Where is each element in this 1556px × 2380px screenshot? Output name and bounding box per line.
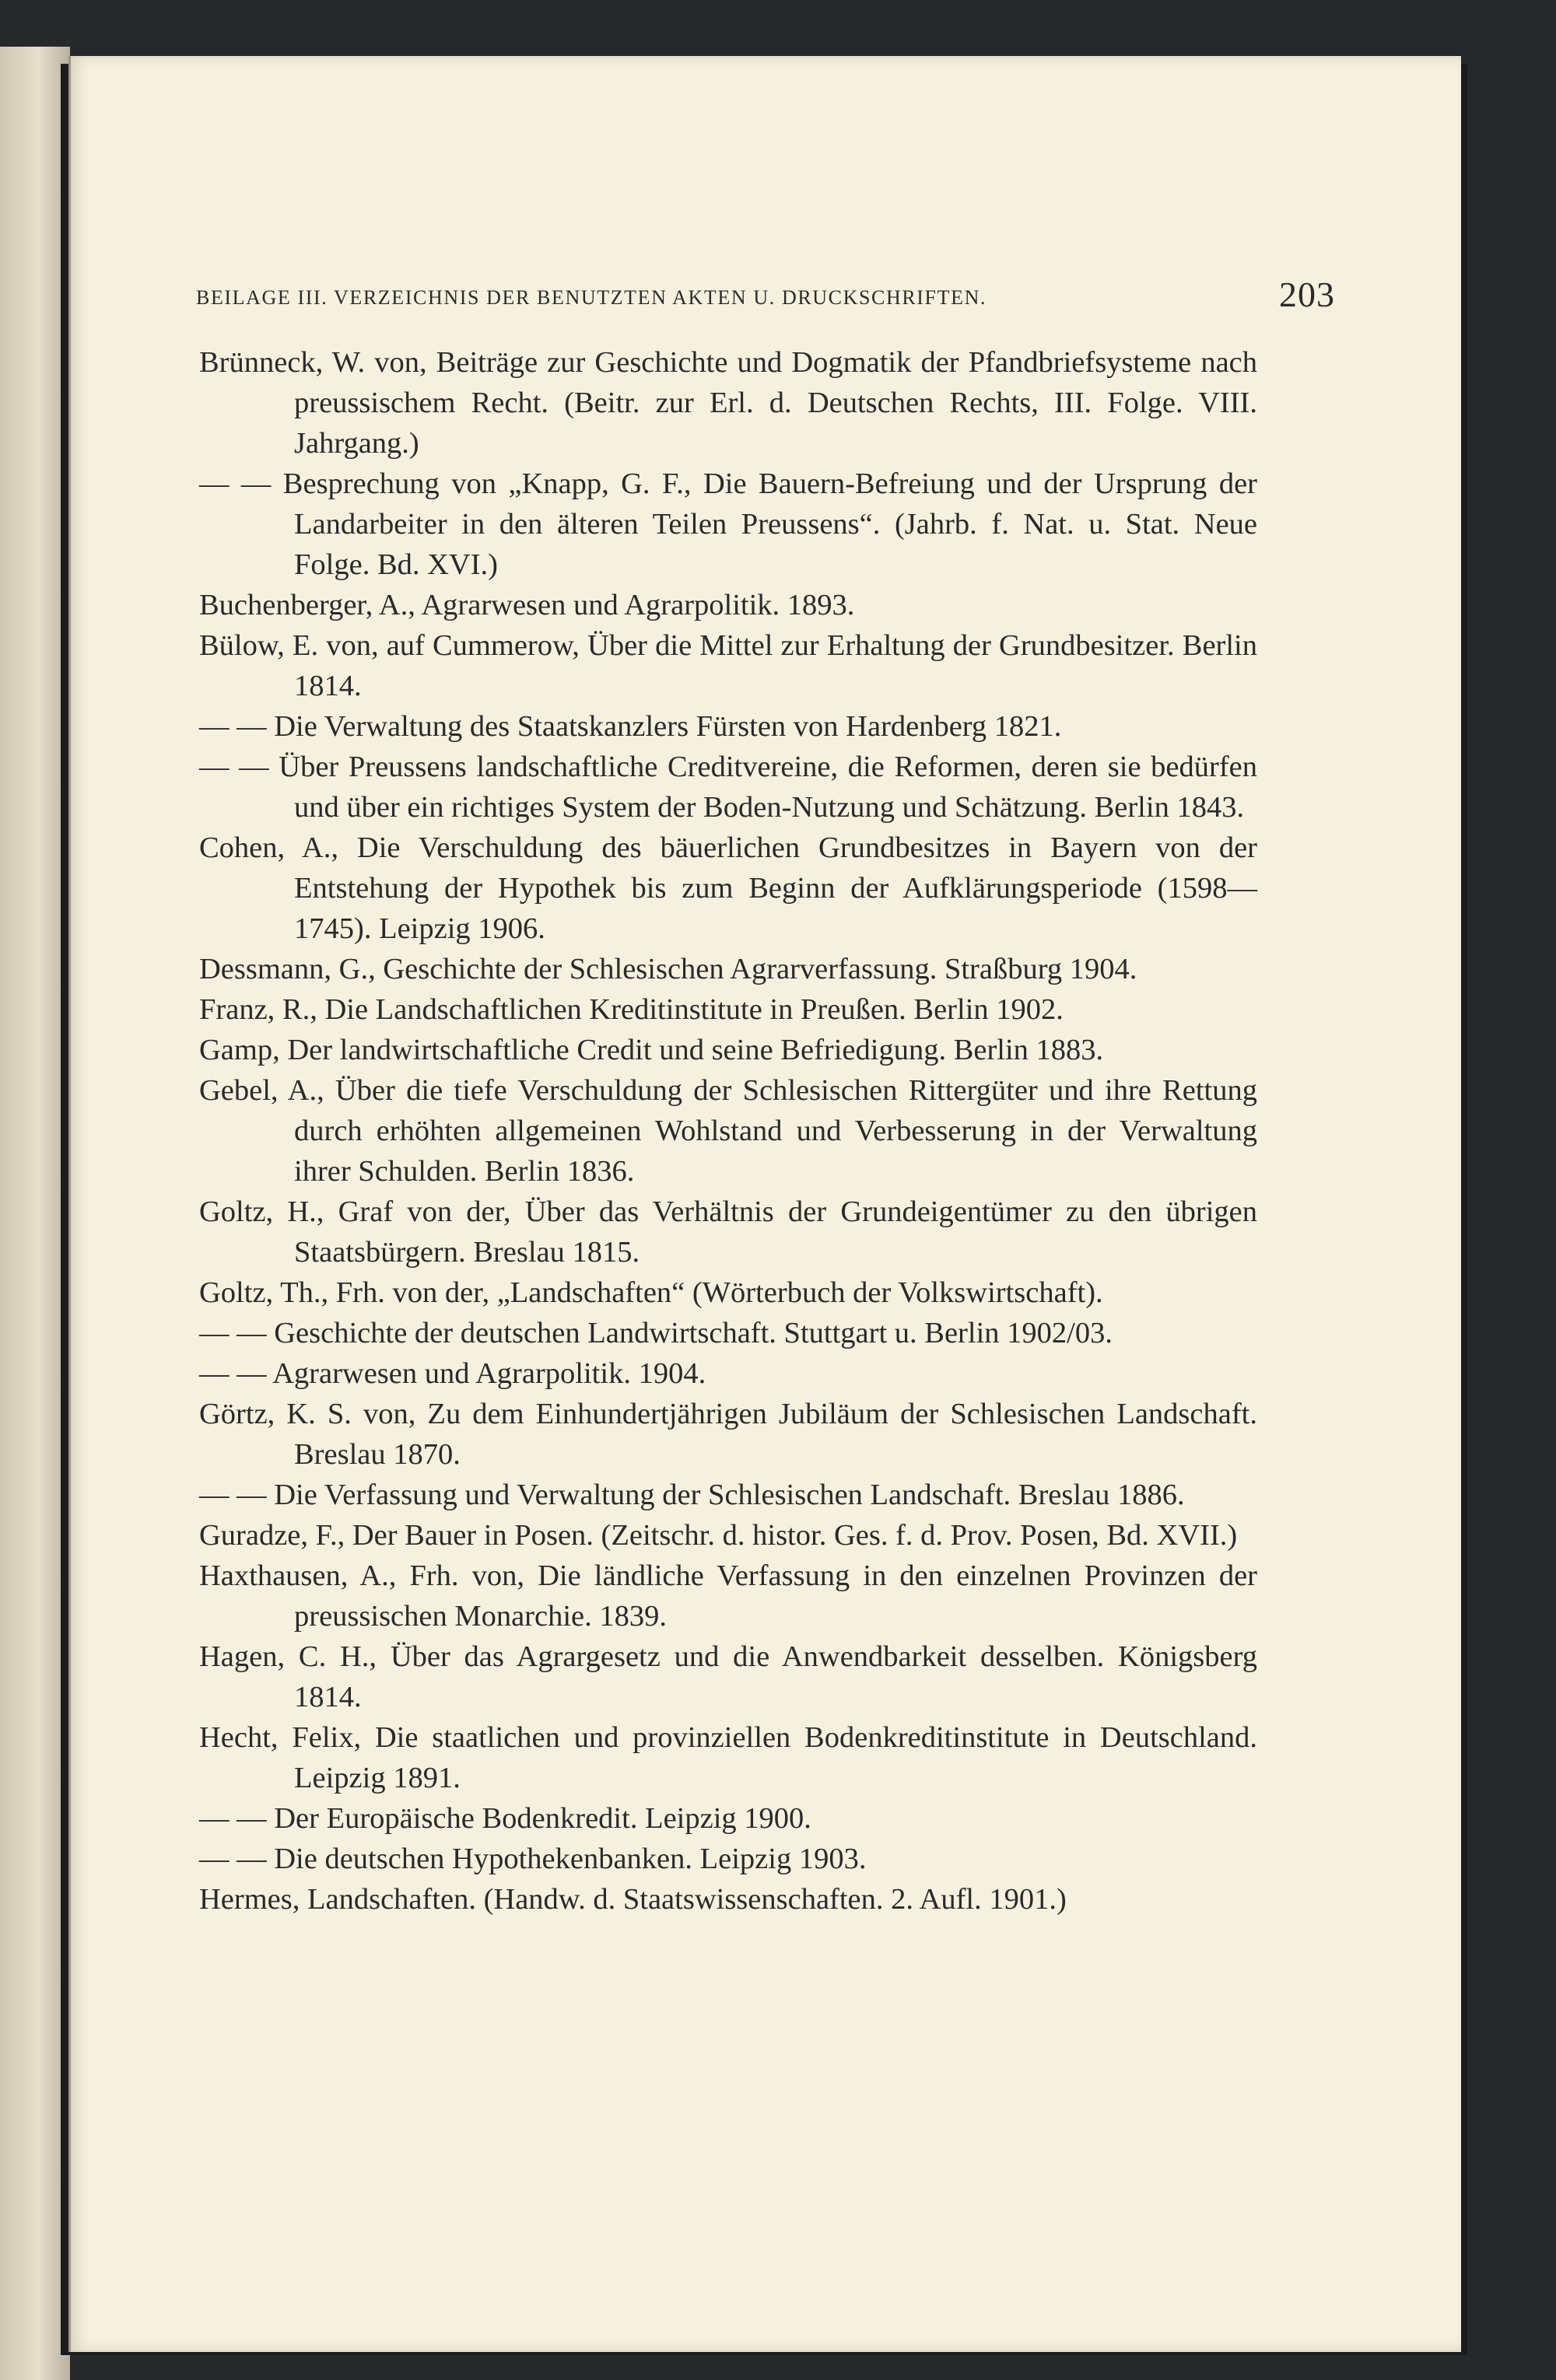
bibliography-entry: — — Die Verfassung und Verwaltung der Schlesischen Landschaft. Breslau 1886. [199, 1479, 1185, 1511]
bibliography-entry: — — Geschichte der deutschen Landwirtschaft. Stuttgart u. Berlin 1902/03. [199, 1317, 1113, 1349]
bibliography-entry: — — Über Preussens landschaftliche Creditvereine, die Reformen, deren sie bedürfen und über ein richtiges System der Boden-Nutzung und Schätzung. Berlin 1843. [199, 751, 1257, 824]
page-gutter [68, 56, 71, 2352]
bibliography-entry: Hecht, Felix, Die staatlichen und provinziellen Bodenkreditinstitute in Deutschland. Leipzig 1891. [199, 1721, 1257, 1794]
bibliography-entry: Gebel, A., Über die tiefe Verschuldung der Schlesischen Rittergüter und ihre Rettung durch erhöhten allgemeinen Wohlstand und Verbesserung in der Verwaltung ihrer Schulden. Berlin 1836. [199, 1074, 1257, 1188]
bibliography-entry: Guradze, F., Der Bauer in Posen. (Zeitschr. d. histor. Ges. f. d. Prov. Posen, Bd. XVII.) [199, 1519, 1238, 1552]
bibliography-entry: Haxthausen, A., Frh. von, Die ländliche Verfassung in den einzelnen Provinzen der preussischen Monarchie. 1839. [199, 1559, 1257, 1633]
bibliography-entry: — — Die deutschen Hypothekenbanken. Leipzig 1903. [199, 1843, 867, 1875]
bibliography-entry: Franz, R., Die Landschaftlichen Kreditinstitute in Preußen. Berlin 1902. [199, 993, 1064, 1026]
bibliography-entry: Goltz, Th., Frh. von der, „Landschaften“ (Wörterbuch der Volkswirtschaft). [199, 1276, 1103, 1309]
bibliography-list [199, 342, 1257, 1920]
bibliography-entry: Buchenberger, A., Agrarwesen und Agrarpolitik. 1893. [199, 589, 855, 621]
bibliography-entry: Hagen, C. H., Über das Agrargesetz und die Anwendbarkeit desselben. Königsberg 1814. [199, 1640, 1257, 1713]
bibliography-entry: Görtz, K. S. von, Zu dem Einhundertjährigen Jubiläum der Schlesischen Landschaft. Breslau 1870. [199, 1398, 1257, 1471]
bibliography-entry: Dessmann, G., Geschichte der Schlesischen Agrarverfassung. Straßburg 1904. [199, 953, 1137, 985]
bibliography-entry: Brünneck, W. von, Beiträge zur Geschichte und Dogmatik der Pfandbriefsysteme nach preussischem Recht. (Beitr. zur Erl. d. Deutschen Rechts, III. Folge. VIII. Jahrgang.) [199, 346, 1257, 460]
bibliography-entry: — — Besprechung von „Knapp, G. F., Die Bauern-Befreiung und der Ursprung der Landarbeiter in den älteren Teilen Preussens“. (Jahrb. f. Nat. u. Stat. Neue Folge. Bd. XVI.) [199, 467, 1257, 581]
bibliography-entry: Hermes, Landschaften. (Handw. d. Staatswissenschaften. 2. Aufl. 1901.) [199, 1883, 1067, 1916]
bibliography-entry: Gamp, Der landwirtschaftliche Credit und seine Befriedigung. Berlin 1883. [199, 1034, 1104, 1066]
bibliography-entry: Cohen, A., Die Verschuldung des bäuerlichen Grundbesitzes in Bayern von der Entstehung der Hypothek bis zum Beginn der Aufklärungsperiode (1598—1745). Leipzig 1906. [199, 831, 1257, 945]
bibliography-entry: — — Der Europäische Bodenkredit. Leipzig 1900. [199, 1802, 811, 1835]
bibliography-entry: — — Die Verwaltung des Staatskanzlers Fürsten von Hardenberg 1821. [199, 710, 1062, 743]
page-number: 203 [1279, 275, 1335, 314]
bibliography-entry: Goltz, H., Graf von der, Über das Verhältnis der Grundeigentümer zu den übrigen Staatsbürgern. Breslau 1815. [199, 1195, 1257, 1269]
facing-page-edge [0, 47, 70, 2380]
running-head-title: BEILAGE III. VERZEICHNIS DER BENUTZTEN AKTEN U. DRUCKSCHRIFTEN. [196, 286, 987, 309]
bibliography-entry: — — Agrarwesen und Agrarpolitik. 1904. [199, 1357, 706, 1390]
running-head [196, 274, 1335, 313]
bibliography-entry: Bülow, E. von, auf Cummerow, Über die Mittel zur Erhaltung der Grundbesitzer. Berlin 1814. [199, 629, 1257, 702]
